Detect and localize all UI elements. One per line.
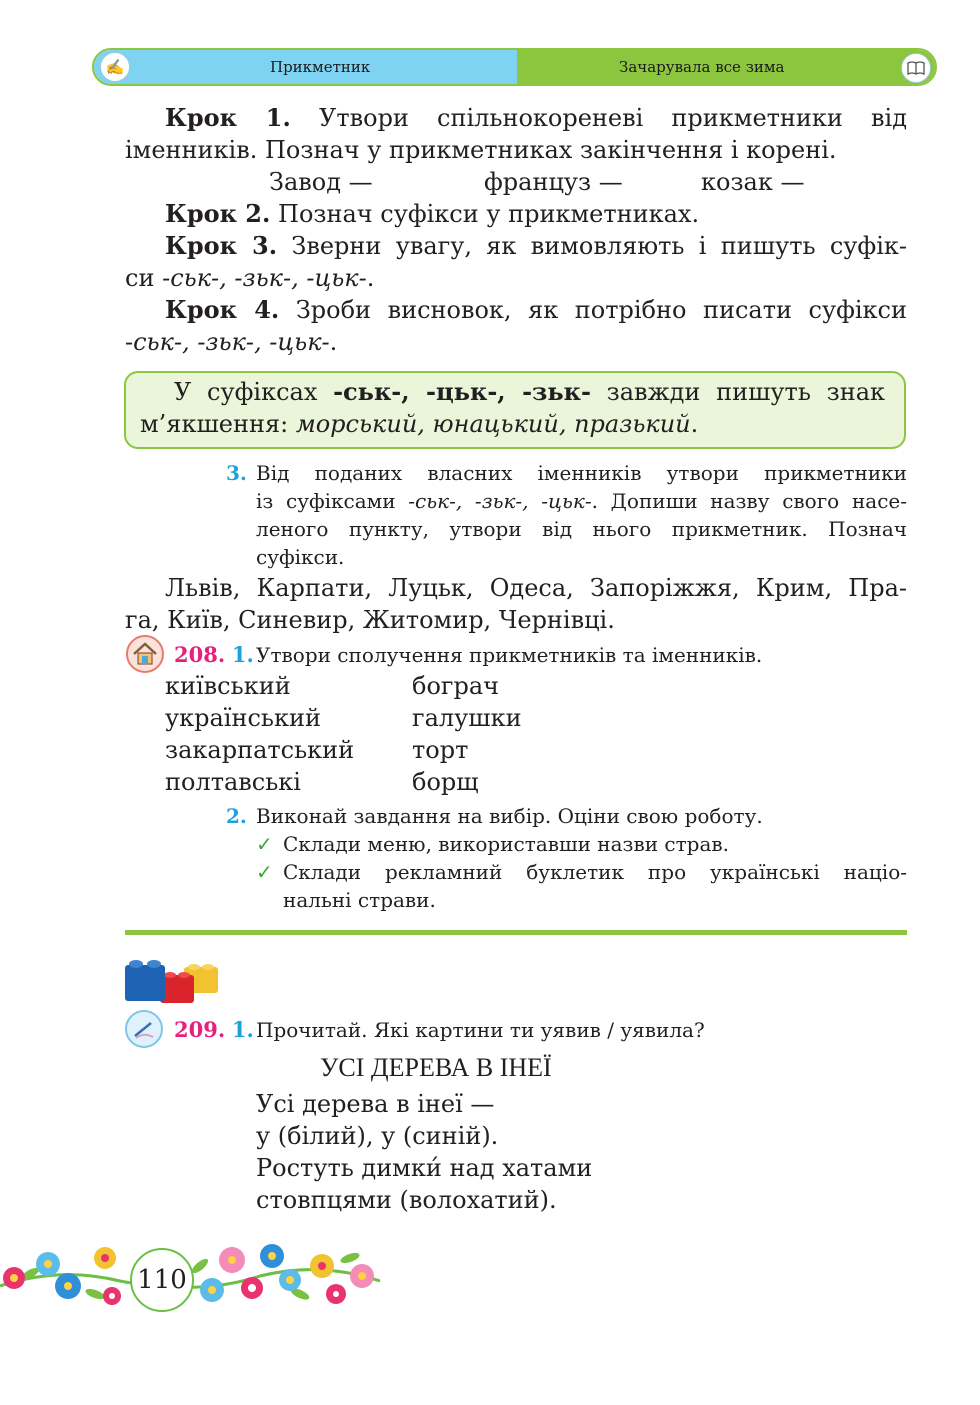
adjective-2: український (165, 704, 321, 732)
places-line2: га, Київ, Синевир, Житомир, Чернівці. (125, 606, 615, 634)
building-blocks-icon (124, 955, 222, 1009)
adjective-1: київський (165, 672, 291, 700)
task3-text-b: . Допиши назву свого насе- (591, 489, 907, 513)
rule-end: . (690, 410, 699, 438)
ex208-heading (174, 641, 254, 669)
dish-noun-2: галушки (412, 704, 522, 732)
task3-line2 (256, 487, 907, 515)
step2-label: Крок 2. (165, 199, 271, 228)
step1-line2: іменників. Познач у прикметниках закінчення і корені. (125, 136, 837, 164)
step4-suffixes: -ськ-, -зьк-, -цьк- (125, 328, 330, 356)
step3-text-b: си (125, 264, 163, 292)
task3-line3: леного пункту, утвори від нього прикметник. Познач (256, 517, 907, 541)
step1-line1 (125, 102, 907, 134)
rule-suffixes: -ськ-, -цьк-, -зьк- (333, 377, 591, 406)
step4-end: . (329, 328, 338, 356)
rule-line1 (140, 376, 885, 408)
ex209-text: Прочитай. Які картини ти уявив / уявила? (256, 1018, 705, 1042)
checkmark-icon: ✓ (256, 832, 273, 856)
ex208-text: Утвори сполучення прикметників та іменників. (256, 643, 763, 667)
poem-line-1: Усі дерева в інеї — (256, 1090, 495, 1118)
ex208-sub1: 1. (231, 642, 254, 667)
book-icon (901, 53, 931, 83)
home-icon (126, 635, 164, 673)
step4-text-a: Зроби висновок, як потрібно писати суфікси (295, 296, 907, 324)
task3-text-a: із суфіксами (256, 489, 409, 513)
dish-noun-4: борщ (412, 768, 479, 796)
section-divider (125, 930, 907, 935)
checkmark-icon: ✓ (256, 860, 273, 884)
adjective-list (165, 670, 354, 798)
option-1: Склади меню, використавши назви страв. (283, 832, 729, 856)
ex209-sub1: 1. (231, 1017, 254, 1042)
poem-line-3: Ростуть димки́ над хатами (256, 1154, 593, 1182)
step3-suffixes: -ськ-, -зьк-, -цьк- (162, 264, 367, 292)
poem-title: УСІ ДЕРЕВА В ІНЕЇ (320, 1053, 552, 1082)
poem (256, 1088, 592, 1216)
step2-text: Познач суфікси у прикметниках. (278, 200, 700, 228)
step3-text-a: Зверни увагу, як вимовляють і пишуть суфік- (291, 232, 907, 260)
step3-line2 (125, 262, 374, 294)
task3-number: 3. (226, 461, 247, 485)
places-line1: Львів, Карпати, Луцьк, Одеса, Запоріжжя, Крим, Пра- (165, 574, 907, 602)
step3-end: . (366, 264, 375, 292)
noun-3: козак — (701, 168, 805, 196)
dish-noun-1: бограч (412, 672, 500, 700)
noun-2: француз — (484, 168, 623, 196)
task3-line1: Від поданих власних іменників утвори прикметники (256, 461, 907, 485)
header-left-title: Прикметник (270, 58, 371, 76)
adjective-4: полтавські (165, 768, 301, 796)
step1-text-a: Утвори спільнокореневі прикметники від (318, 104, 907, 132)
rule-line2 (140, 408, 698, 440)
ex208-number: 208. (174, 642, 226, 667)
page-number: 110 (130, 1248, 194, 1312)
ex209-heading (174, 1016, 254, 1044)
adjective-3: закарпатський (165, 736, 355, 764)
rule-examples: морський, юнацький, празький (295, 410, 691, 438)
ex208-sub2: 2. (226, 804, 247, 828)
poem-line-2: у (білий), у (синій). (256, 1122, 499, 1150)
option-2-cont: нальні страви. (283, 888, 436, 912)
option-2: Склади рекламний буклетик про українські націо- (283, 860, 907, 884)
ex208-text2: Виконай завдання на вибір. Оціни свою роботу. (256, 804, 763, 828)
header-right-title: Зачарувала все зима (619, 58, 785, 76)
step3-line1 (125, 230, 907, 262)
poem-line-4: стовпцями (волохатий). (256, 1186, 557, 1214)
step3-label: Крок 3. (165, 231, 278, 260)
header-right-tab (517, 50, 935, 84)
rule-text-a: У суфіксах (174, 378, 334, 406)
rule-text-b: завжди пишуть знак (590, 378, 885, 406)
reading-icon (125, 1010, 163, 1048)
noun-list (412, 670, 522, 798)
step4-line1 (125, 294, 907, 326)
ex209-number: 209. (174, 1017, 226, 1042)
rule-text-c: м’якшення: (140, 410, 296, 438)
noun-1: Завод — (269, 168, 373, 196)
header-left-tab (94, 50, 517, 84)
chapter-header (92, 48, 937, 86)
step2-line (165, 198, 699, 230)
step1-label: Крок 1. (165, 103, 291, 132)
dish-noun-3: торт (412, 736, 469, 764)
task3-suffixes: -ськ-, -зьк-, -цьк- (408, 489, 592, 513)
pen-icon: ✍ (100, 52, 130, 82)
step4-label: Крок 4. (165, 295, 280, 324)
task3-line4: суфікси. (256, 545, 345, 569)
step4-line2 (125, 326, 337, 358)
